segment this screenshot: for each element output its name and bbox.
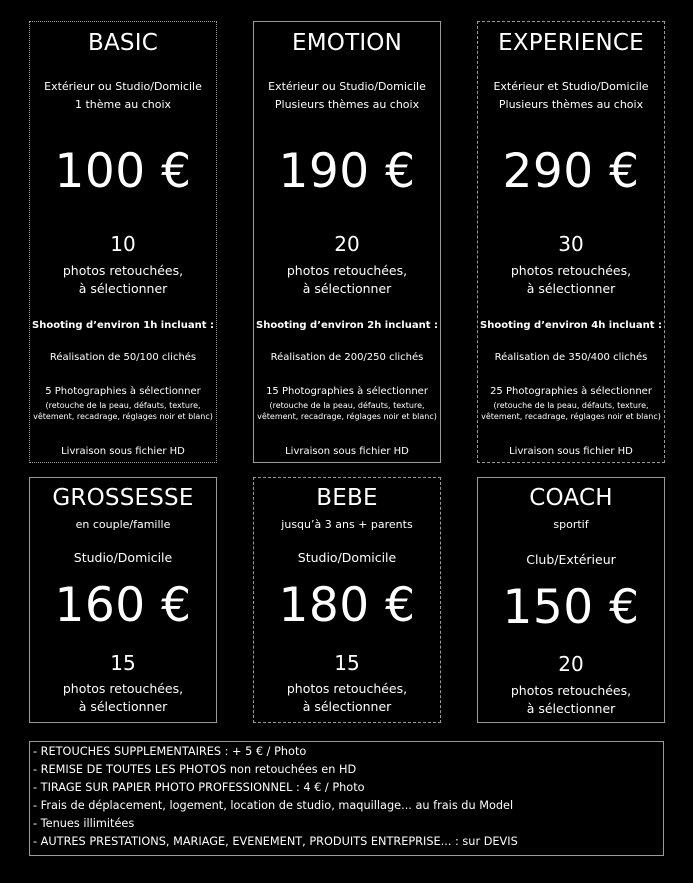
photo-desc-1: photos retouchées, [62, 681, 184, 696]
package-location: Studio/Domicile [297, 550, 397, 565]
package-themes: Plusieurs thèmes au choix [498, 98, 644, 111]
photo-count: 20 [334, 232, 360, 256]
package-subtitle: en couple/famille [75, 518, 171, 531]
package-location: Extérieur et Studio/Domicile [493, 80, 649, 93]
package-location: Studio/Domicile [73, 550, 173, 565]
pricing-notes [29, 741, 664, 856]
photo-desc-1: photos retouchées, [286, 263, 408, 278]
package-location: Extérieur ou Studio/Domicile [44, 80, 202, 93]
realisation-text: Réalisation de 200/250 clichés [270, 352, 424, 363]
retouche-text-1: (retouche de la peau, défauts, texture, [493, 401, 649, 410]
package-card-emotion [253, 21, 441, 463]
package-title: EMOTION [291, 30, 403, 56]
package-price: 190 € [278, 144, 416, 199]
photo-desc-1: photos retouchées, [510, 263, 632, 278]
package-price: 100 € [54, 144, 192, 199]
note-item: - REMISE DE TOUTES LES PHOTOS non retouchées en HD [33, 763, 357, 776]
photo-desc-2: à sélectionner [526, 701, 616, 716]
photo-desc-1: photos retouchées, [286, 681, 408, 696]
livraison-text: Livraison sous fichier HD [509, 446, 633, 457]
photo-count: 15 [334, 651, 360, 675]
package-price: 180 € [278, 578, 416, 633]
retouche-text-1: (retouche de la peau, défauts, texture, [45, 401, 201, 410]
note-item: - Tenues illimitées [33, 817, 135, 830]
package-location: Club/Extérieur [526, 552, 616, 567]
package-subtitle: sportif [553, 518, 589, 531]
photo-count: 30 [558, 232, 584, 256]
selection-text: 25 Photographies à sélectionner [490, 386, 652, 397]
selection-text: 5 Photographies à sélectionner [45, 386, 201, 397]
photo-count: 20 [558, 652, 584, 676]
shooting-duration: Shooting d’environ 2h incluant : [256, 320, 438, 331]
package-themes: 1 thème au choix [74, 98, 172, 111]
package-card-basic [29, 21, 217, 463]
package-title: BASIC [88, 30, 158, 56]
package-themes: Plusieurs thèmes au choix [274, 98, 420, 111]
photo-desc-2: à sélectionner [302, 699, 392, 714]
photo-desc-2: à sélectionner [526, 281, 616, 296]
package-card-coach [477, 477, 665, 723]
realisation-text: Réalisation de 350/400 clichés [494, 352, 648, 363]
package-price: 160 € [54, 578, 192, 633]
note-item: - Frais de déplacement, logement, location de studio, maquillage... au frais du Model [33, 799, 514, 812]
package-title: BEBE [316, 485, 378, 511]
photo-desc-2: à sélectionner [302, 281, 392, 296]
package-card-bebe [253, 477, 441, 723]
package-location: Extérieur ou Studio/Domicile [268, 80, 426, 93]
retouche-text-2: vêtement, recadrage, réglages noir et blanc) [257, 412, 437, 421]
package-subtitle: jusqu’à 3 ans + parents [281, 518, 413, 531]
package-card-experience [477, 21, 665, 463]
retouche-text-2: vêtement, recadrage, réglages noir et blanc) [481, 412, 661, 421]
photo-count: 10 [110, 232, 136, 256]
livraison-text: Livraison sous fichier HD [285, 446, 409, 457]
photo-desc-1: photos retouchées, [62, 263, 184, 278]
note-item: - TIRAGE SUR PAPIER PHOTO PROFESSIONNEL : 4 € / Photo [33, 781, 365, 794]
retouche-text-1: (retouche de la peau, défauts, texture, [269, 401, 425, 410]
package-title: GROSSESSE [52, 485, 194, 511]
retouche-text-2: vêtement, recadrage, réglages noir et blanc) [33, 412, 213, 421]
livraison-text: Livraison sous fichier HD [61, 446, 185, 457]
photo-desc-2: à sélectionner [78, 281, 168, 296]
package-title: EXPERIENCE [498, 30, 644, 56]
shooting-duration: Shooting d’environ 4h incluant : [480, 320, 662, 331]
package-price: 150 € [502, 580, 640, 635]
package-title: COACH [529, 485, 613, 511]
photo-count: 15 [110, 651, 136, 675]
package-card-grossesse [29, 477, 217, 723]
note-item: - RETOUCHES SUPPLEMENTAIRES : + 5 € / Photo [33, 745, 307, 758]
selection-text: 15 Photographies à sélectionner [266, 386, 428, 397]
shooting-duration: Shooting d’environ 1h incluant : [32, 320, 214, 331]
photo-desc-2: à sélectionner [78, 699, 168, 714]
note-item: - AUTRES PRESTATIONS, MARIAGE, EVENEMENT, PRODUITS ENTREPRISE... : sur DEVIS [33, 835, 518, 848]
package-price: 290 € [502, 144, 640, 199]
photo-desc-1: photos retouchées, [510, 683, 632, 698]
realisation-text: Réalisation de 50/100 clichés [49, 352, 197, 363]
